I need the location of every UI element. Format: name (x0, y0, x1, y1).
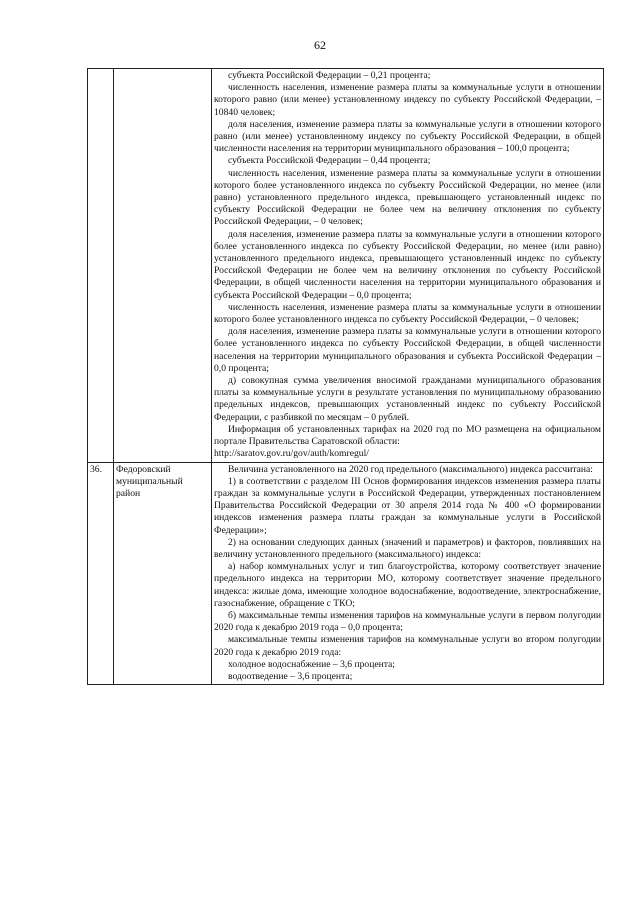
paragraph: доля населения, изменение размера платы за коммунальные услуги в отношении которого более установленного индекса по субъекту Российской Федерации, в общей численности населения на территории муниципального образования и субъекта Российской Федерации – 0,0 процента; (214, 326, 601, 374)
paragraph: численность населения, изменение размера платы за коммунальные услуги в отношении которого более установленного индекса по субъекту Российской Федерации, но менее (или равно) установленного предельного индекса, превышающего установленный индекс по субъекту Российской Федерации не более чем на величину отклонения по субъекту Российской Федерации, – 0 человек; (214, 167, 601, 228)
paragraph: д) совокупная сумма увеличения вносимой гражданами муниципального образования платы за коммунальные услуги в результате установления по муниципальному образованию предельных индексов, превышающих установленный индекс по субъекту Российской Федерации, с разбивкой по месяцам – 0 рублей. (214, 375, 601, 423)
paragraph: максимальные темпы изменения тарифов на коммунальные услуги во втором полугодии 2020 года к декабрю 2019 года: (214, 634, 601, 658)
municipality-name (114, 69, 212, 463)
portal-link[interactable]: http://saratov.gov.ru/gov/auth/komregul/ (214, 448, 369, 460)
row-content (212, 69, 604, 463)
paragraph: 2) на основании следующих данных (значений и параметров) и факторов, повлиявших на величину установленного предельного (максимального) индекса: (214, 536, 601, 560)
paragraph: субъекта Российской Федерации – 0,44 процента; (228, 155, 431, 167)
row-content (212, 462, 604, 685)
paragraph: 1) в соответствии с разделом III Основ формирования индексов изменения размера платы граждан за коммунальные услуги в Российской Федерации, утвержденных постановлением Правительства Российской Федерации от 30 апреля 2014 года № 400 «О формировании индексов изменения размера платы граждан за коммунальные услуги в Российской Федерации»; (214, 475, 601, 536)
paragraph: Величина установленного на 2020 год предельного (максимального) индекса рассчитана: (228, 463, 593, 475)
paragraph: Информация об установленных тарифах на 2020 год по МО размещена на официальном портале Правительства Саратовской области: (214, 423, 601, 448)
paragraph: а) набор коммунальных услуг и тип благоустройства, которому соответствует значение предельного индекса на территории МО, которому соответствует значение предельного индекса: жилые дома, имеющие холодное водоснабжение, водоотведение, электроснабжение, газоснабжение, обращение с ТКО; (214, 561, 601, 609)
table-row (88, 69, 604, 463)
table-row (88, 462, 604, 685)
row-number (88, 69, 114, 463)
paragraph: численность населения, изменение размера платы за коммунальные услуги в отношении которого более установленного индекса по субъекту Российской Федерации, – 0 человек; (214, 301, 601, 326)
paragraph: численность населения, изменение размера платы за коммунальные услуги в отношении которого равно (или менее) установленному индексу по субъекту Российской Федерации, – 10840 человек; (214, 82, 601, 118)
paragraph: субъекта Российской Федерации – 0,21 процента; (228, 70, 431, 81)
paragraph: доля населения, изменение размера платы за коммунальные услуги в отношении которого равно (или менее) установленному индексу по субъекту Российской Федерации, в общей численности населения на территории муниципального образования – 100,0 процента; (214, 118, 601, 155)
row-number: 36. (88, 462, 114, 685)
paragraph: водоотведение – 3,6 процента; (228, 670, 353, 682)
municipality-name: Федоровский муниципальный район (114, 462, 212, 685)
paragraph: холодное водоснабжение – 3,6 процента; (228, 658, 395, 670)
tariff-table (87, 68, 604, 685)
paragraph: доля населения, изменение размера платы за коммунальные услуги в отношении которого более установленного индекса по субъекту Российской Федерации, но менее (или равно) установленного предельного индекса, превышающего установленный индекс по субъекту Российской Федерации не более чем на величину отклонения по субъекту Российской Федерации, в общей численности населения на территории муниципального образования и субъекта Российской Федерации – 0,0 процента; (214, 228, 601, 301)
page-number: 62 (314, 38, 326, 52)
paragraph: б) максимальные темпы изменения тарифов на коммунальные услуги в первом полугодии 2020 года к декабрю 2019 года – 0,0 процента; (214, 609, 601, 634)
